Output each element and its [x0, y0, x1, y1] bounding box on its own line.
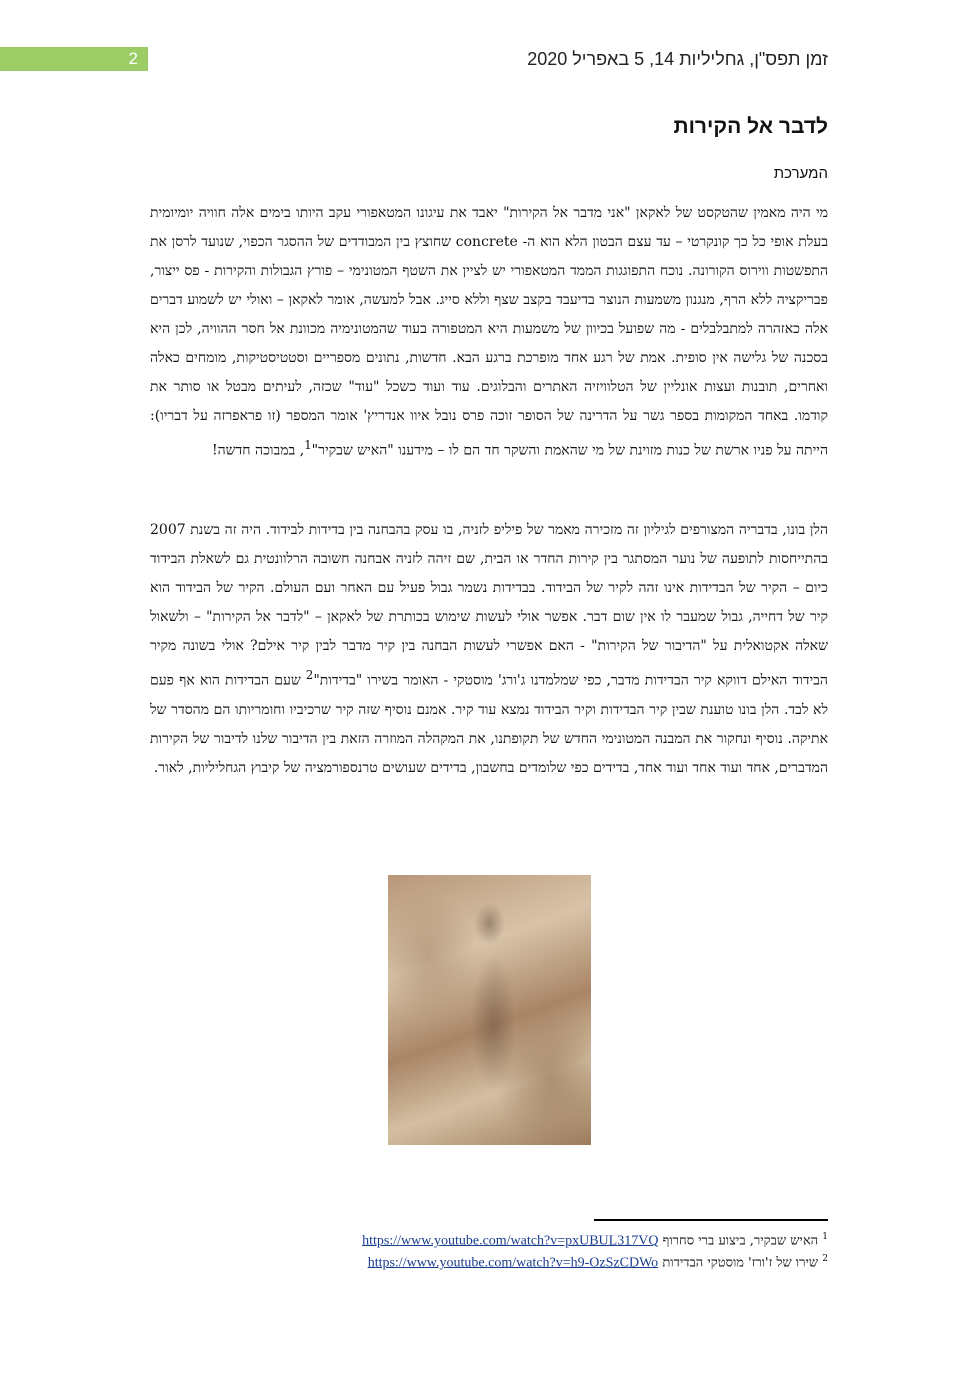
article-title: לדבר אל הקירות [673, 115, 828, 138]
paragraph-1 [150, 199, 828, 466]
footnote-2-number: 2 [822, 1254, 828, 1264]
page-number: 2 [128, 49, 138, 68]
footnote-divider [594, 1219, 828, 1221]
footnote-2 [368, 1250, 828, 1272]
rock-relief-image [388, 875, 591, 1145]
footnote-marker-2[interactable]: 2 [305, 668, 314, 682]
paragraph-1-text-end: , במבוכה חדשה! [211, 442, 305, 459]
footnote-marker-1[interactable]: 1 [304, 438, 312, 452]
footnote-1-link[interactable]: https://www.youtube.com/watch?v=pxUBUL317VQ [362, 1233, 659, 1249]
paragraph-2 [150, 516, 828, 783]
footnote-1 [362, 1228, 828, 1250]
paragraph-2-text-end: שעם הבדידות הוא אף פעם לא לבד. הלן בונו טוענת שבין קיר הבדידות וקיר הבידוד נמצא עוד קיר. אמנם נוסיף שזה קיר שרכיביו וחומריותו הם מהסדר של אתיקה. נוסיף ונחקור את המבנה המטונימי החדש של תקופתנו, את המקהלה המוזרה הזאת בין הדיבור שלנו לדיבור של הקירות המדברים, אחד ועוד אחד ועוד אחד, בדידים כפי שלומדים בחשבון, בדידים שעושים טרנספורמציה של קיבוץ הגחליליות, לאור. [150, 672, 828, 776]
footnote-2-link[interactable]: https://www.youtube.com/watch?v=h9-OzSzCDWo [367, 1255, 659, 1271]
paragraph-2-text: הלן בונו, בדבריה המצורפים לגיליון זה מזכירה מאמר של פיליפ לזניה, בו עסק בהבחנה בין בדידות לבידוד. היה זה בשנת 2007 בהתייחסות לתופעה של נוער המסתגר בין קירות החדר או הבית, שם זיהה לזניה אבחנה חשובה הרלוונטית גם לשאלת הבידוד כיום – הקיר של הבדידות אינו זהה לקיר של הבידוד. בבדידות נשמר גבול פעיל עם האחר ועם העולם. הקיר של הבידוד הוא קיר של דחייה, גבול שמעבר לו אין שום דבר. אפשר אולי לעשות שימוש בכותרת של לאקאן – "לדבר אל הקירות" – ולשאול שאלה אקטואלית על "הדיבור של הקירות" - האם אפשרי לעשות הבחנה בין קיר מדבר לבין קיר אילם? אולי בשונה מקיר הבידוד האילם דווקא קיר הבדידות מדבר, כפי שמלמדנו ג'ורג' מוסטקי - האומר בשירו "בדידות" [150, 522, 828, 689]
page-header [0, 47, 980, 71]
article-author: המערכת [773, 165, 828, 182]
footnote-1-text: האיש שבקיר, ביצוע ברי סחרוף [662, 1233, 819, 1249]
header-title: זמן תפס"ן, גחליליות 14, 5 באפריל 2020 [527, 49, 828, 69]
footnote-2-text: שירו של ז'ורז' מוסטקי הבדידות [662, 1255, 819, 1271]
paragraph-1-text: מי היה מאמין שהטקסט של לאקאן "אני מדבר אל הקירות" יאבד את עיגונו המטאפורי עקב היותו בימים אלה חוויה יומיומית בעלת אופי כל כך קונקרטי – עד עצם הבטון הלא הוא ה- concrete שחוצץ בין המבודדים של ההסגר הכפוי, שנועד לרסן את התפשטות ווירוס הקורונה. נוכח התפוגגות הממד המטאפורי יש לציין את השטף המטונימי – פורץ הגבולות והקירות - פס ייצור, פבריקציה ללא הרף, מנגנון משמעות הנוצר בדיעבד בקצב שצף וללא סייג. אבל למעשה, אומר לאקאן – ואולי יש לשמוע דברים אלה כאזהרה למתבלבלים - מה שפועל בכיוון של משמעות היא המטפורה בעוד שהמטונימיה מכוונת אל חסר ההוויה, לכן היא בסכנה של גלישה אין סופית. אמת של רגע אחד מופרכת ברגע הבא. חדשות, נתונים מספריים וסטטיסטיקות, מומחים כאלה ואחרים, תובנות ועצות אונליין של הטלוויזיה האתרים והבלוגים. עוד ועוד כשכל "עוד" שכזה, לעיתים מבטל או סותר את קודמו. באחד המקומות בספר גשר על הדרינה של הסופר זוכה פרס נובל איוו אנדריץ' אומר המספר (זו פראפרזה על דבריו): הייתה על פניו ארשת של כנות מזוינת של מי שהאמת והשקר חד הם לו – מידענו "האיש שבקיר" [150, 205, 828, 459]
footnote-1-number: 1 [822, 1232, 828, 1242]
